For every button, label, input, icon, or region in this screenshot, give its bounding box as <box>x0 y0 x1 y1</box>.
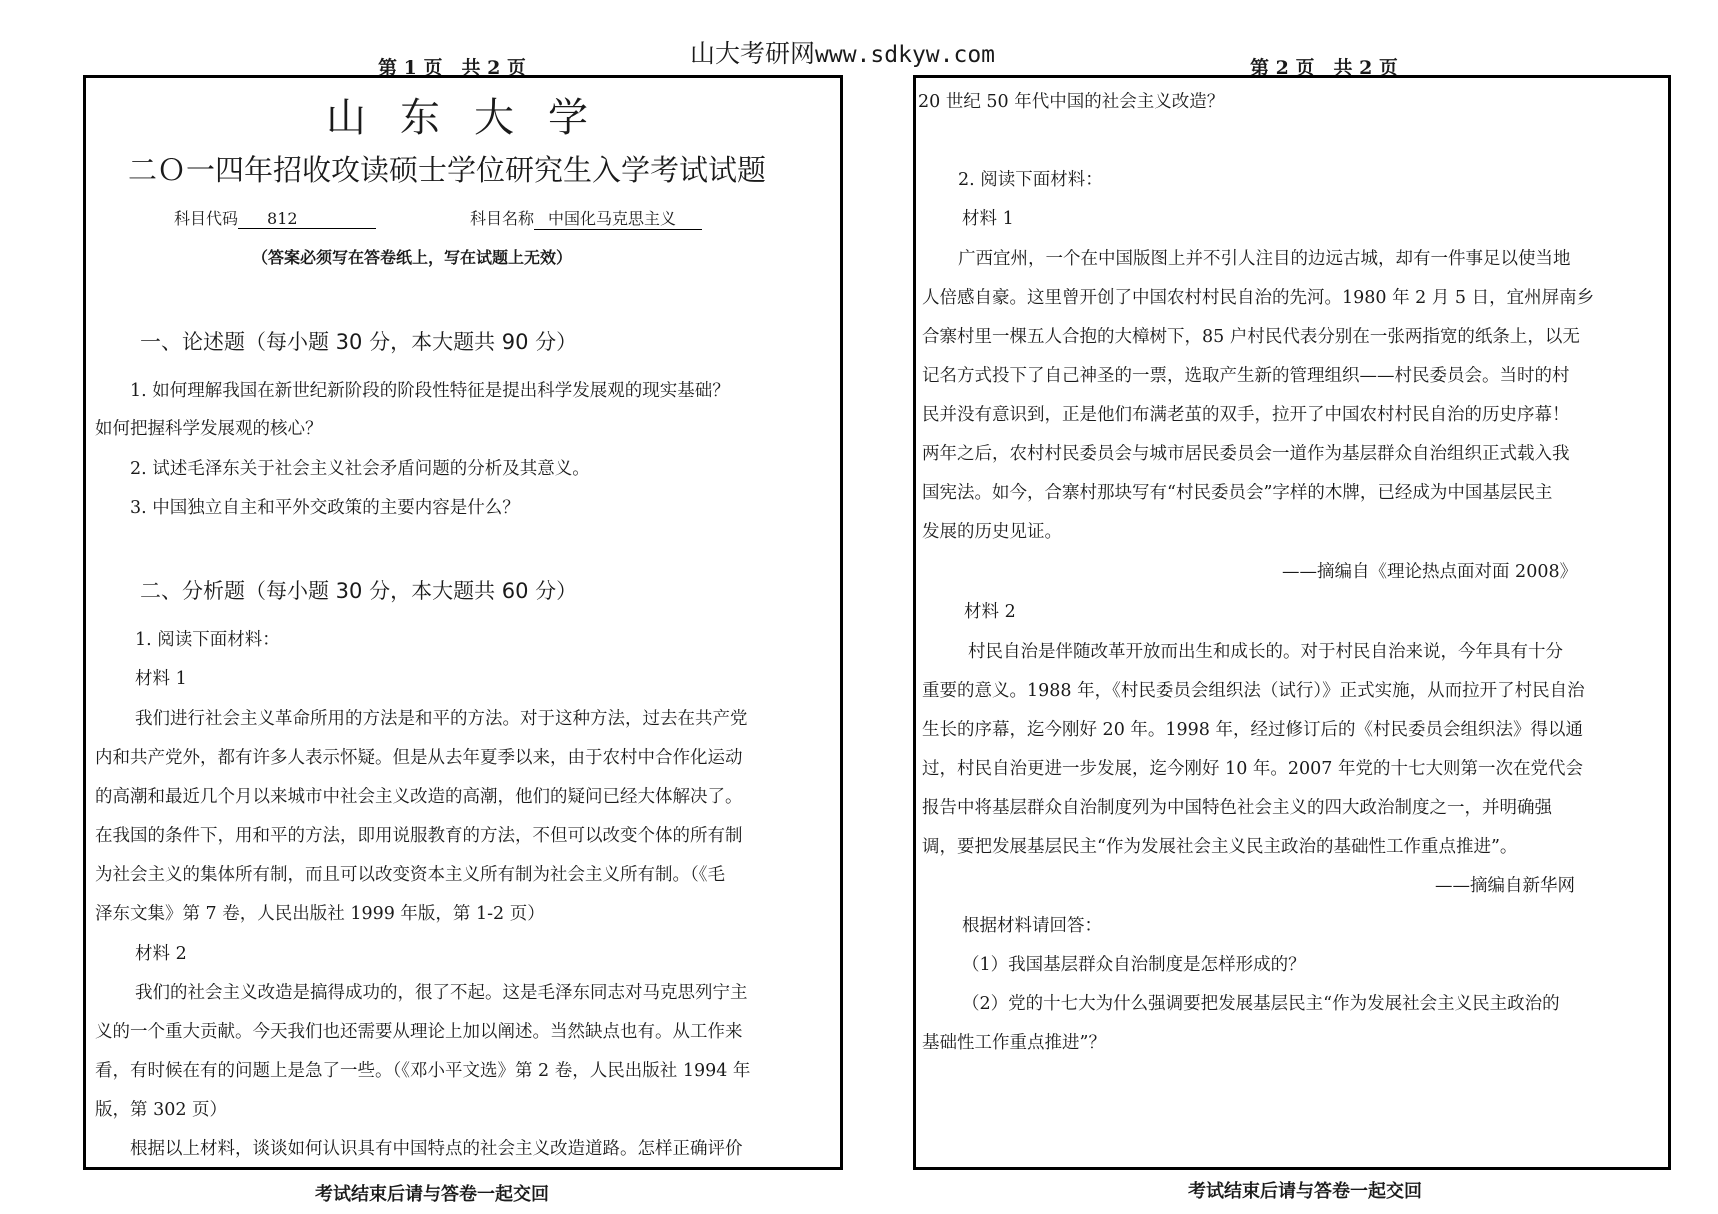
p2-question-2-line2: 基础性工作重点推进”？ <box>922 1033 1106 1053</box>
site-name: 山大考研网 <box>690 39 816 68</box>
page1-footer: 考试结束后请与答卷一起交回 <box>315 1184 549 1205</box>
university-name: 山东大学 <box>326 95 622 141</box>
p2-material1-label: 材料 1 <box>962 209 1014 229</box>
analysis-1-intro: 1. 阅读下面材料： <box>135 630 280 650</box>
p2-question-2-line1: （2）党的十七大为什么强调要把发展基层民主“作为发展社会主义民主政治的 <box>962 994 1560 1014</box>
question-3: 3. 中国独立自主和平外交政策的主要内容是什么？ <box>130 498 520 518</box>
p2-material2-line: 过，村民自治更进一步发展，迄今刚好 10 年。2007 年党的十七大则第一次在党代会 <box>922 759 1583 779</box>
p2-material1-source: ——摘编自《理论热点面对面 2008》 <box>1282 562 1578 582</box>
p1-material1-line: 我们进行社会主义革命所用的方法是和平的方法。对于这种方法，过去在共产党 <box>135 709 748 729</box>
p1-material2-line: 我们的社会主义改造是搞得成功的，很了不起。这是毛泽东同志对马克思列宁主 <box>135 983 748 1003</box>
p2-question-1: （1）我国基层群众自治制度是怎样形成的？ <box>962 955 1306 975</box>
subject-name-label: 科目名称 <box>470 209 535 228</box>
section1-heading: 一、论述题（每小题 30 分，本大题共 90 分） <box>140 330 578 354</box>
analysis-2-intro: 2. 阅读下面材料： <box>958 170 1103 190</box>
site-url: www.sdkyw.com <box>815 42 996 68</box>
p2-material2-line: 生长的序幕，迄今刚好 20 年。1998 年，经过修订后的《村民委员会组织法》得以通 <box>922 720 1583 740</box>
p1-material2-line: 义的一个重大贡献。今天我们也还需要从理论上加以阐述。当然缺点也有。从工作来 <box>95 1022 743 1042</box>
subject-code <box>174 206 376 229</box>
subject-name <box>470 206 702 230</box>
p2-material1-line: 民并没有意识到，正是他们布满老茧的双手，拉开了中国农村村民自治的历史序幕！ <box>922 405 1570 425</box>
question-1-line1: 1. 如何理解我国在新世纪新阶段的阶段性特征是提出科学发展观的现实基础？ <box>130 381 730 401</box>
p1-material1-line: 为社会主义的集体所有制，而且可以改变资本主义所有制为社会主义所有制。（《毛 <box>95 865 725 885</box>
p2-material1-line: 人倍感自豪。这里曾开创了中国农村村民自治的先河。1980 年 2 月 5 日，宜州屏南乡 <box>922 288 1595 308</box>
p2-material1-line: 两年之后，农村村民委员会与城市居民委员会一道作为基层群众自治组织正式载入我 <box>922 444 1570 464</box>
p1-material1-line: 在我国的条件下，用和平的方法，即用说服教育的方法，不但可以改变个体的所有制 <box>95 826 743 846</box>
p2-material1-line: 广西宜州，一个在中国版图上并不引人注目的边远古城，却有一件事足以使当地 <box>958 249 1571 269</box>
question-2: 2. 试述毛泽东关于社会主义社会矛盾问题的分析及其意义。 <box>130 459 590 479</box>
p1-material2-line: 版，第 302 页） <box>95 1100 228 1120</box>
exam-title: 二Ｏ一四年招收攻读硕士学位研究生入学考试试题 <box>128 153 767 187</box>
p1-material1-label: 材料 1 <box>135 669 187 689</box>
p1-material1-line: 泽东文集》第 7 卷，人民出版社 1999 年版，第 1-2 页） <box>95 904 545 924</box>
p2-question-intro: 根据材料请回答： <box>962 916 1102 936</box>
page2-number: 第 2 页 共 2 页 <box>1250 57 1398 79</box>
p2-material2-line: 报告中将基层群众自治制度列为中国特色社会主义的四大政治制度之一，并明确强 <box>922 798 1552 818</box>
site-watermark <box>690 34 995 70</box>
p2-material2-source: ——摘编自新华网 <box>1435 876 1575 896</box>
p2-material2-line: 村民自治是伴随改革开放而出生和成长的。对于村民自治来说，今年具有十分 <box>968 642 1563 662</box>
subject-name-value: 中国化马克思主义 <box>534 206 702 230</box>
p2-material2-label: 材料 2 <box>964 602 1016 622</box>
p1-material2-label: 材料 2 <box>135 944 187 964</box>
p1-material2-line: 看，有时候在有的问题上是急了一些。（《邓小平文选》第 2 卷，人民出版社 1994 年 <box>95 1061 751 1081</box>
page1-number: 第 1 页 共 2 页 <box>378 57 526 79</box>
p2-material2-line: 调，要把发展基层民主“作为发展社会主义民主政治的基础性工作重点推进”。 <box>922 837 1518 857</box>
section2-heading: 二、分析题（每小题 30 分，本大题共 60 分） <box>140 579 578 603</box>
p2-continuation: 20 世纪 50 年代中国的社会主义改造？ <box>918 92 1225 112</box>
question-1-line2: 如何把握科学发展观的核心？ <box>95 419 323 439</box>
subject-code-label: 科目代码 <box>174 209 239 228</box>
p1-question-prompt: 根据以上材料，谈谈如何认识具有中国特点的社会主义改造道路。怎样正确评价 <box>130 1139 743 1159</box>
subject-code-value: 812 <box>238 209 376 229</box>
p2-material1-line: 记名方式投下了自己神圣的一票，选取产生新的管理组织——村民委员会。当时的村 <box>922 366 1570 386</box>
p2-material2-line: 重要的意义。1988 年，《村民委员会组织法（试行）》正式实施，从而拉开了村民自治 <box>922 681 1585 701</box>
p2-material1-line: 国宪法。如今，合寨村那块写有“村民委员会”字样的木牌，已经成为中国基层民主 <box>922 483 1553 503</box>
p1-material1-line: 内和共产党外，都有许多人表示怀疑。但是从去年夏季以来，由于农村中合作化运动 <box>95 748 743 768</box>
p2-material1-line: 发展的历史见证。 <box>922 522 1062 542</box>
p1-material1-line: 的高潮和最近几个月以来城市中社会主义改造的高潮，他们的疑问已经大体解决了。 <box>95 787 743 807</box>
answer-notice: （答案必须写在答卷纸上，写在试题上无效） <box>252 248 573 267</box>
p2-material1-line: 合寨村里一棵五人合抱的大樟树下，85 户村民代表分别在一张两指宽的纸条上，以无 <box>922 327 1580 347</box>
page1-frame <box>83 75 843 1170</box>
page2-footer: 考试结束后请与答卷一起交回 <box>1188 1181 1422 1202</box>
